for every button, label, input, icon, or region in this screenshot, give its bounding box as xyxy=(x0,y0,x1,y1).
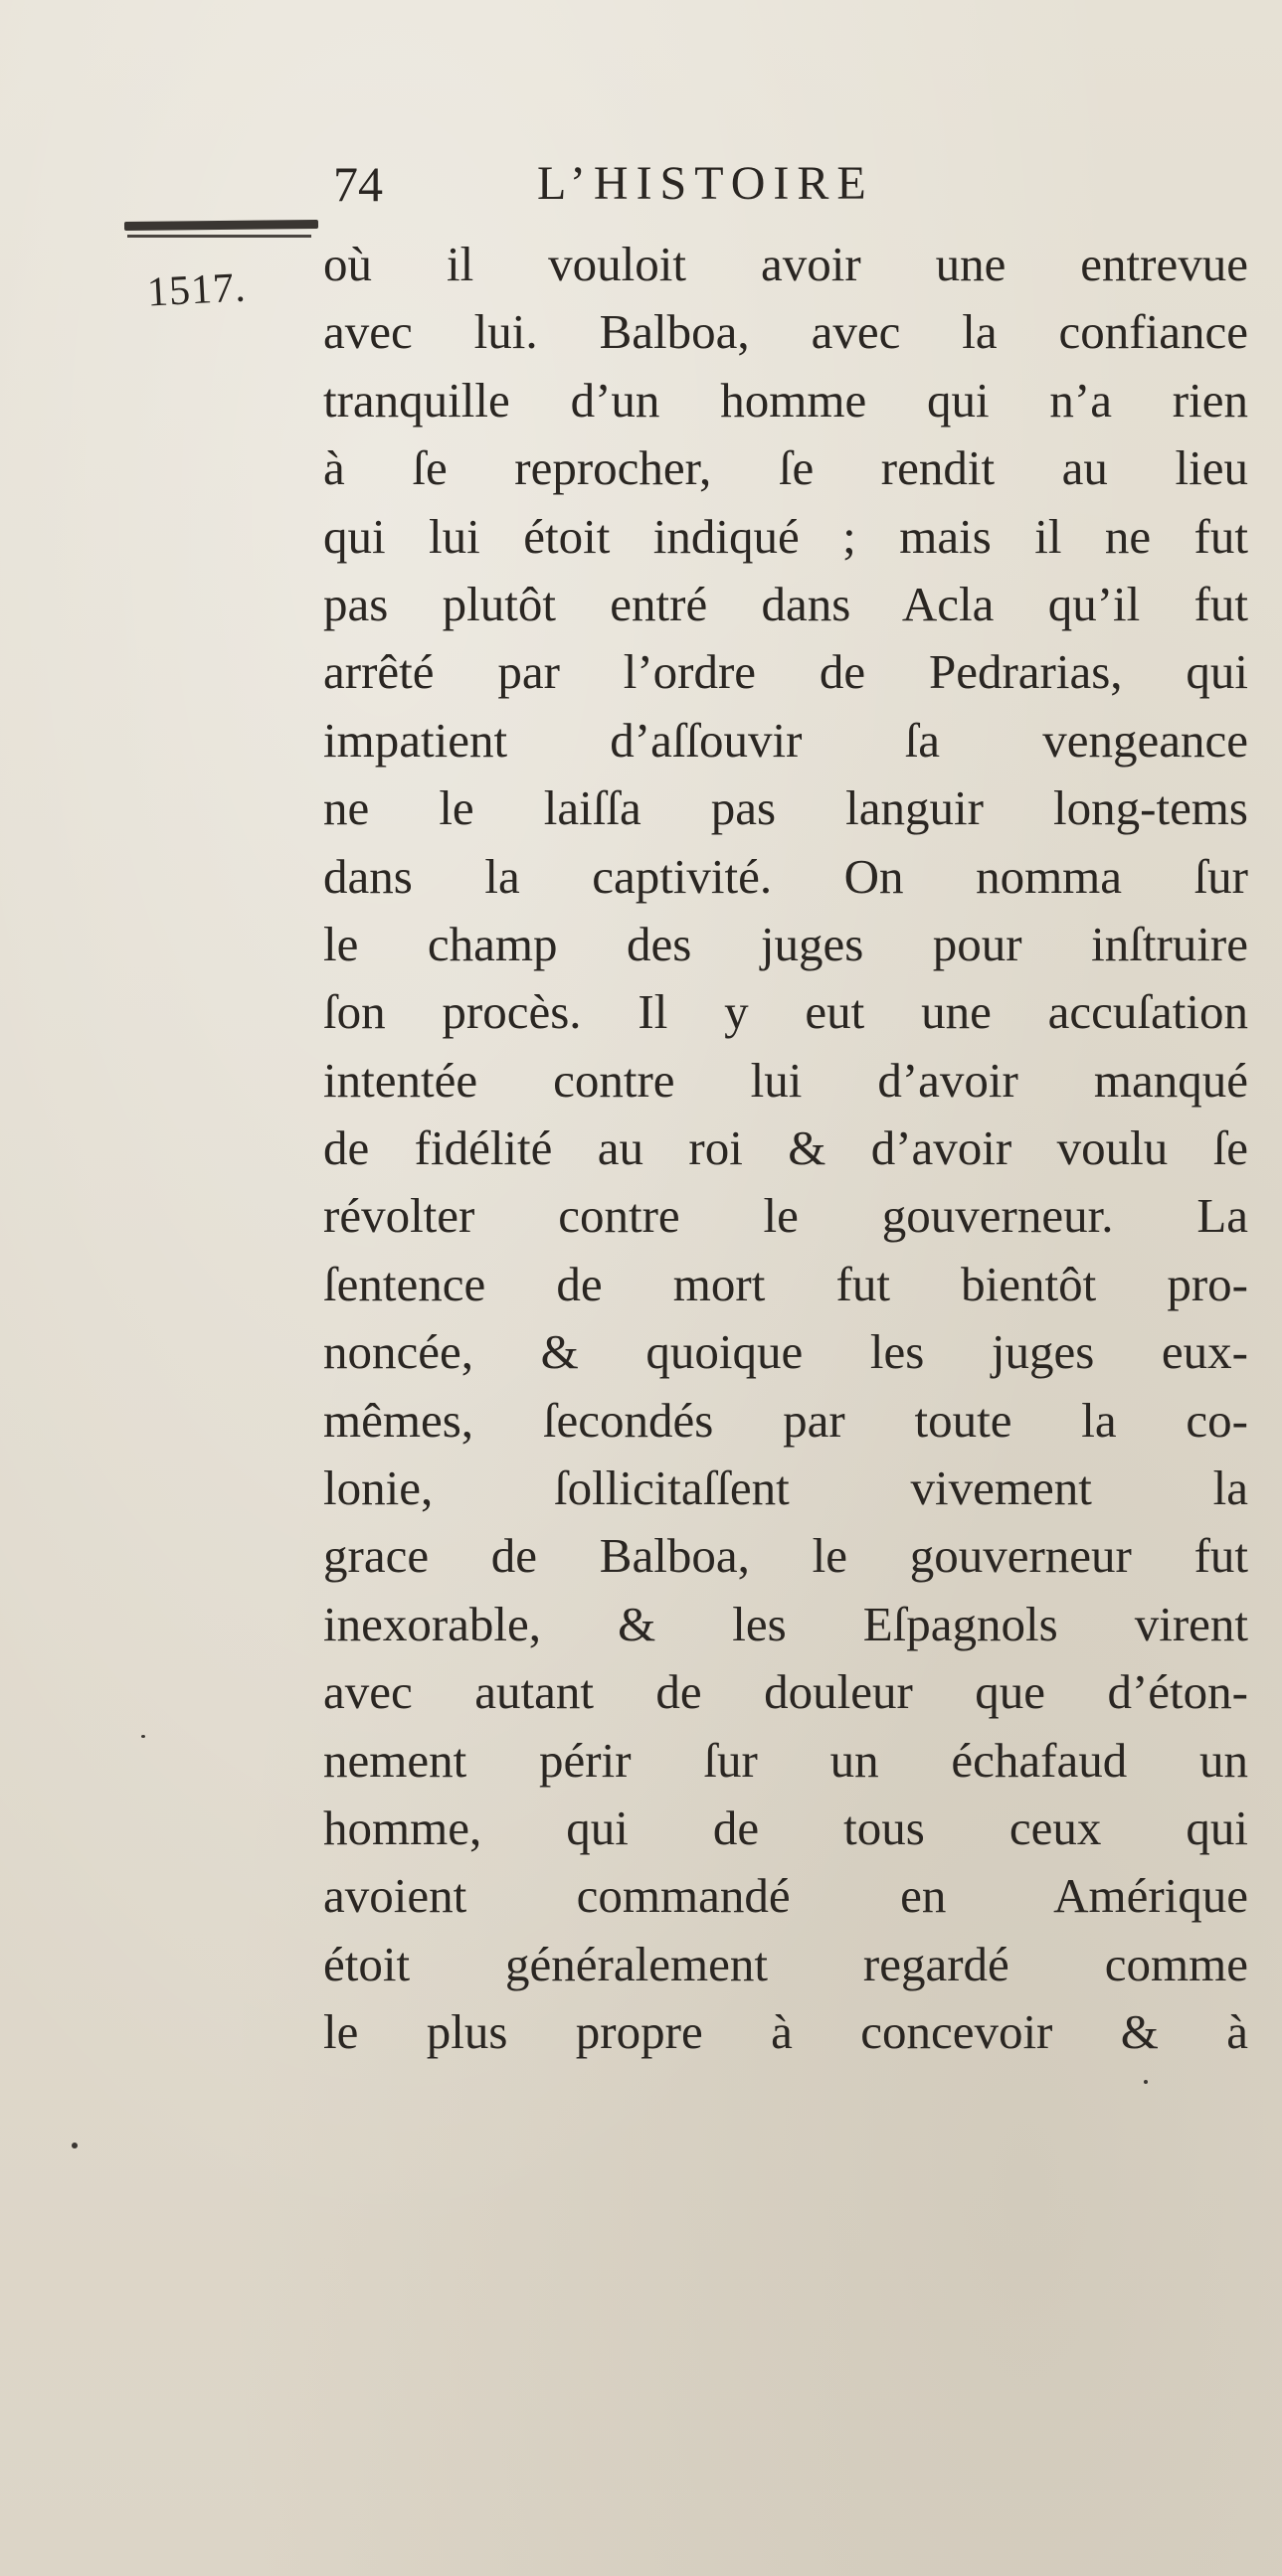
text-line: étoit généralement regardé comme xyxy=(323,1936,1248,1991)
paper-speck xyxy=(1144,2080,1148,2084)
text-line: intentée contre lui d’avoir manqué xyxy=(323,1052,1248,1108)
text-line: dans la captivité. On nomma ſur xyxy=(323,848,1248,904)
text-line: où il vouloit avoir une entrevue xyxy=(323,237,1248,291)
text-line: inexorable, & les Eſpagnols virent xyxy=(323,1596,1248,1651)
text-line: noncée, & quoique les juges eux- xyxy=(323,1324,1248,1380)
paper-speck xyxy=(141,1735,145,1738)
text-line: le plus propre à concevoir & à xyxy=(323,2004,1248,2060)
text-line: de fidélité au roi & d’avoir voulu ſe xyxy=(323,1120,1248,1176)
text-line: homme, qui de tous ceux qui xyxy=(323,1800,1248,1855)
text-line: lonie, ſollicitaſſent vivement la xyxy=(323,1460,1248,1516)
text-line: avoient commandé en Amérique xyxy=(323,1868,1248,1924)
page-number: 74 xyxy=(333,156,383,212)
text-line: pas plutôt entré dans Acla qu’il fut xyxy=(323,576,1248,631)
margin-rule xyxy=(124,220,318,231)
text-line: arrêté par l’ordre de Pedrarias, qui xyxy=(323,644,1248,700)
margin-rule-thin xyxy=(127,235,311,238)
text-line: avec lui. Balboa, avec la confiance xyxy=(323,304,1248,360)
text-line: tranquille d’un homme qui n’a rien xyxy=(323,372,1248,428)
text-line: mêmes, ſecondés par toute la co- xyxy=(323,1392,1248,1448)
text-line: ſentence de mort fut bientôt pro- xyxy=(323,1256,1248,1311)
text-line: ne le laiſſa pas languir long-tems xyxy=(323,780,1248,836)
paper-speck xyxy=(72,2143,78,2148)
text-line: nement périr ſur un échafaud un xyxy=(323,1732,1248,1788)
text-line: ſon procès. Il y eut une accuſation xyxy=(323,984,1248,1040)
text-line: impatient d’aſſouvir ſa vengeance xyxy=(323,712,1248,768)
text-line: grace de Balboa, le gouverneur fut xyxy=(323,1528,1248,1584)
text-line: qui lui étoit indiqué ; mais il ne fut xyxy=(323,508,1248,564)
text-line: révolter contre le gouverneur. La xyxy=(323,1188,1248,1244)
text-line: le champ des juges pour inſtruire xyxy=(323,916,1248,971)
text-line: avec autant de douleur que d’éton- xyxy=(323,1664,1248,1720)
page-header xyxy=(323,149,1159,219)
body-text xyxy=(323,231,1248,2067)
margin-year-note: 1517. xyxy=(145,264,248,316)
text-line: à ſe reprocher, ſe rendit au lieu xyxy=(323,440,1248,496)
running-title: L’HISTOIRE xyxy=(537,157,874,210)
